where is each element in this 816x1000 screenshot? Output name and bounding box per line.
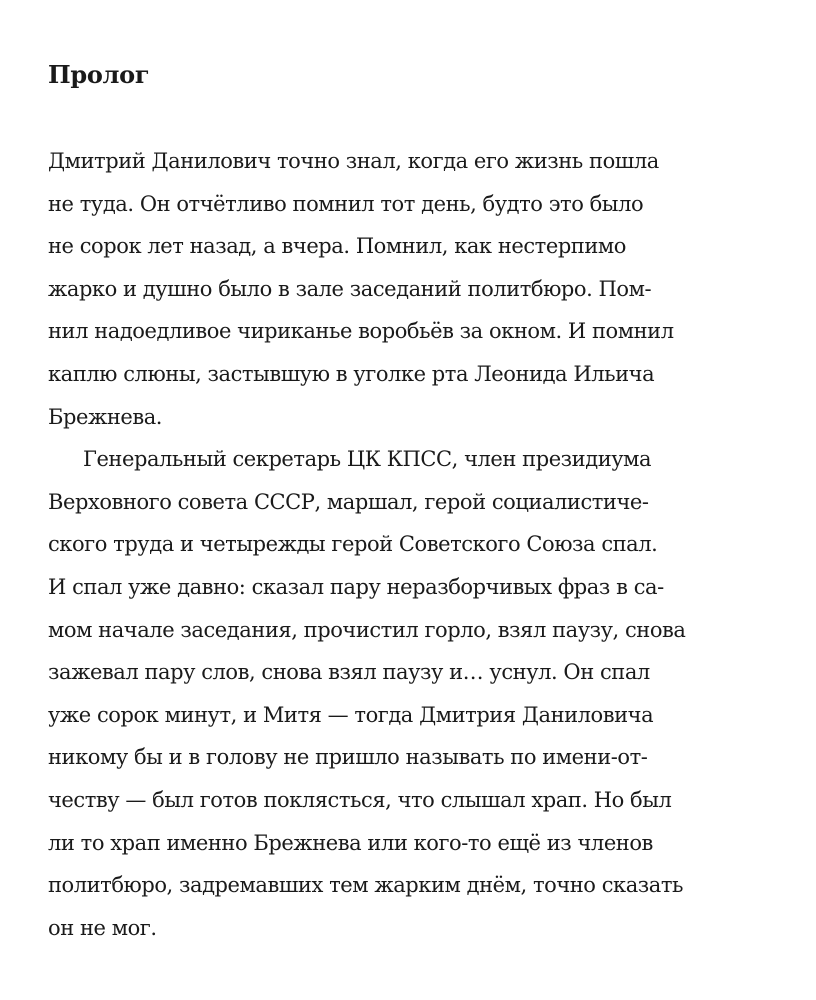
text-line: нил надоедливое чириканье воробьёв за окном. И помнил (48, 319, 674, 344)
text-line: уже сорок минут, и Митя — тогда Дмитрия Даниловича (48, 702, 654, 727)
chapter-title: Пролог (48, 60, 150, 89)
text-line: не сорок лет назад, а вчера. Помнил, как нестерпимо (48, 234, 626, 259)
text-line: ского труда и четырежды герой Советского Союза спал. (48, 532, 658, 557)
text-line: никому бы и в голову не пришло называть по имени-от- (48, 745, 648, 770)
text-line: каплю слюны, застывшую в уголке рта Леонида Ильича (48, 361, 655, 386)
text-line: Генеральный секретарь ЦК КПСС, член президиума (83, 447, 652, 472)
text-line: он не мог. (48, 915, 157, 940)
text-line: ли то храп именно Брежнева или кого-то ещё из членов (48, 830, 653, 855)
text-line: не туда. Он отчётливо помнил тот день, будто это было (48, 191, 644, 216)
text-line: честву — был готов поклясться, что слышал храп. Но был (48, 787, 672, 812)
text-line: жарко и душно было в зале заседаний политбюро. Пом- (48, 276, 652, 301)
page (48, 0, 788, 1000)
body-text (48, 140, 788, 949)
text-line: политбюро, задремавших тем жарким днём, точно сказать (48, 873, 683, 898)
text-line: зажевал пару слов, снова взял паузу и… уснул. Он спал (48, 660, 650, 685)
text-line: И спал уже давно: сказал пару неразборчивых фраз в са- (48, 574, 664, 599)
text-line: Дмитрий Данилович точно знал, когда его жизнь пошла (48, 149, 659, 173)
text-line: Верховного совета СССР, маршал, герой социалистиче- (48, 489, 649, 514)
text-line: мом начале заседания, прочистил горло, взял паузу, снова (48, 617, 686, 642)
text-line: Брежнева. (48, 404, 163, 429)
